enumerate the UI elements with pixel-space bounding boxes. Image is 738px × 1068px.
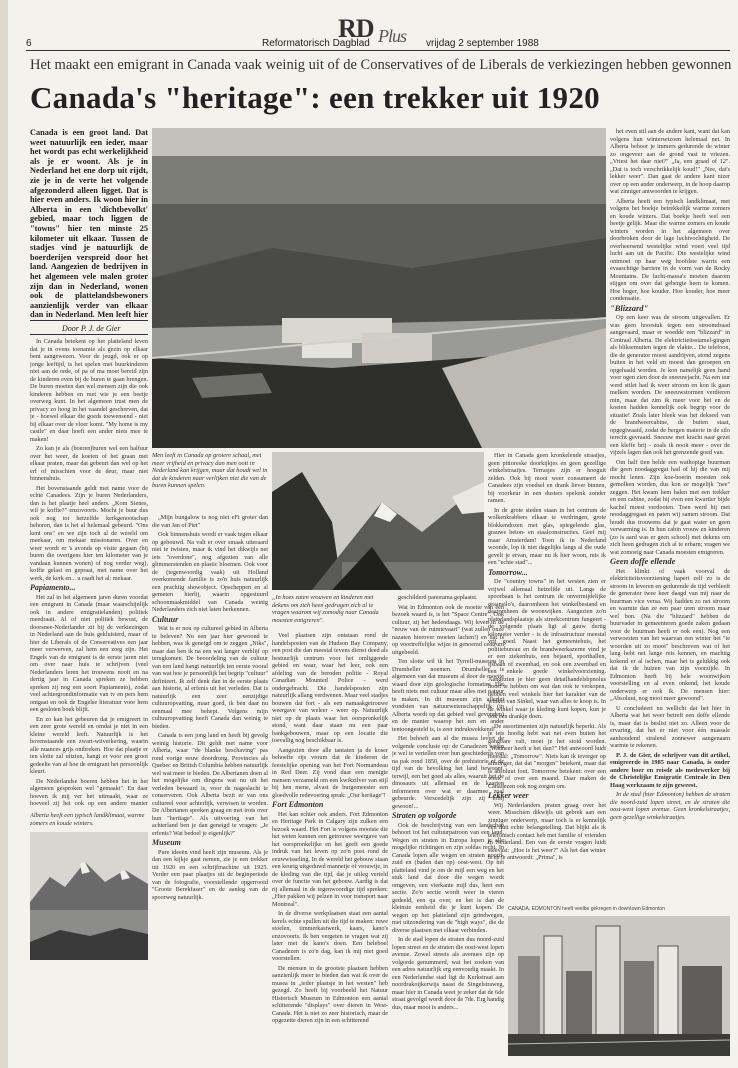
caption-aerial: Men leeft in Canada op grotere schaal, met meer vrijheid en privacy dan men ooit in Nederland kan krijgen, maar dat houdt wel in dat de kinderen naar verlijken niet die van de buren kunnen spelen. [152, 452, 268, 489]
subheading: Papiamento... [30, 583, 76, 592]
caption-lake: Alberta heeft een typisch landklimaat, warme zomers en koude winters. [30, 812, 145, 827]
paper-name: Reformatorisch Dagblad [262, 38, 370, 49]
caption-mountains: „In hoes zaten vrouwen en kinderen met dekens om zich heen gedragen zich al te vragen waarom wij zomodig naar Canada moesten emigreren". [272, 594, 379, 624]
logo-plus: Plus [378, 26, 407, 46]
paragraph: Wij Nederlanders praten graag over het weer. Misschien dikwijls uit gebrek aan een zinniger onderwerp, maar toch is er kennelijk een duit echte belangstelling. Dat blijkt als ik telefonisch contact heb met familie of vrienden in Nederland. Een van de eerste vragen luidt steevast: „Hoe is het weer?" Als het dan winter is en je antwoordt: „Prima", is [488, 801, 606, 861]
paragraph: En zo kan het gebeuren dat je emigreert in een zeer grote wereld en omdat je niet in een kleine wereld leeft. Natuurlijk is het bovenstaande een zwart-witverkering, waarin alle nuances grijs ontbreken. Hoe dat plaatje er ten slotte zal uitzien, hangt er voor een groot gedeelte van af hoe de emigrant het persoonlijk kleurt. [30, 715, 148, 775]
subheading: Museum [152, 838, 181, 847]
paragraph: Wat in Edmonton ook de moeite van een bezoek waard is, is het "Space Centre". Ook cultuur, zij het hedendaags. Wij leven in de "eeuw van de ruimtevaart" (wat zullen onze nazaten hierover moeten lachen!) en dat is op voortreffelijke wijze in genoemd centrum uitgebeeld. [392, 603, 504, 656]
mountain-photo [272, 452, 484, 590]
photo-credit: CANADA, EDMONTON heeft veelbe gekregen in downtown Edmonton [508, 906, 665, 912]
page-number: 6 [26, 38, 32, 49]
paragraph: Het bovenstaande geldt met name voor de echte Canadees. Zijn je buren Nederlanders, dan is het plaatje heel anders. „Kom Sienes, wil je koffie?" enzovoorts. Mocht je buur dus ook nog tot hetzelfde kerkgenootschap behoren, dan is het al helemaal gebeurd. "Ons kent ons" en we zijn toch al de wereld om meekaar, om mekaar missionaren. Over en weer wordt er 's avonds op visite gegaan (bij buren die overigens hier ten kilometer van je vandaan kunnen wonen) of nog verder weg), koffie gelast en gepraat, met name over het werk, de kerk en... u raadt het al: mekaar. [30, 484, 148, 582]
column-5 [488, 452, 606, 912]
paragraph: Zo kan je als (boeren)buren wel een halfuur over het weer, de koeien of het graan met elkaar praten, maar dat gebeurt dan wel op het erf of misschien voor de deur, maar niet binnenshuis. [30, 445, 148, 482]
masthead-rule [26, 50, 730, 51]
paragraph: Op een keer was de stroom uitgevallen. Er was geen hoorstuk tegen een stroomdraad aangevaard, maar er woedde een "blizzard" in Centraal Alberta. De elektriciteitsstamel-gingen als bliksemuiten tegen de vlakte... De telefoon, die de generator moest aandrijven, stond zegens buiten in het veld en moest dan geroepen en opgehaald worden. Je kon namelijk geen hand voor ogen zien door de sneeuwjacht. Na een uur werd stilet had ik weer stroom en kon ik gaan melken worden. De sneeuwstormen verdieren min, maar dat zim ik meer voor het en de koeien hadden kennelijk ook begrip voor de situatie! Zoals later bleek was het dekseel van de brandweercabine, de buiten staat, opgegiwaaid, zodat de bergen materie in de silo terecht gevraaid. Sneeuw met kracht naar gezet een kleffe brij - zoals ik nooit meer - over de vijzels lagen dan ook het grenzende goed van. [610, 314, 730, 456]
paragraph: U concludeert nu wellicht dat het hier in Alberta wat het weer betreft een doffe ellende is, maar dat is beslist niet zo. Alleen voor de ervaring, dat het er niet voor één massale aanhoudend stralend zonnewer aangenaam warmte te rekenen. [610, 704, 730, 749]
city-photo-svg [508, 916, 730, 1056]
paragraph: Ook de beschrijving van een landschap behoort tot het cultuurpatroon van een land. Wegen en straten in Europa lopen je alle mogelijke richtingen en zijn soldas recht. In Canada lopen alle wegen en straten noord-zuid en (baden dan op) oost-west. Op het platteland vind je om de mijl een weg en het stuk land dat door die wegen wordt omgeven, een vierkante mijl dus, heet een sectie. Zo'n sectie wordt weer in vieren gedeeld, een qa over, en het is dan de kleinste eenheid die je kunt kopen. De wegen op het platteland zijn grindwegen, met uitzondering van de "high ways", die de diverse plaatsen met elkaar verbinden. [392, 821, 504, 934]
paragraph: Hier in Canada geen kronkelende straatjes, geen pittoreske doorkijkjes en geen gezellige winkelstraatjes. Terrasjes zijn er hooguit zelden. Ook bij mooi weer consumeert de Canadees zijn voedsel en drank liever binnen, bij voorkeur in een dusters spelonk zonder ramen. [488, 452, 606, 504]
paragraph: Het klinkt of vaak voorval de elektriciteitsvoorziening hapert zelf zo is de stroom in leveren en gedurende de tijd verbleeft de generator twee keer daagd van mij naar de buurman vice versa. Wij hadden zo net stroom en warmte dan ze een paar uren stroom maar wel bon. (Na die "blizzard" hebben de buurvader in gemeenteren goede zaken gedaan voor de buurman heeft er ook een). Nog een verwoesten van het waarvan een winter het "te woorden uit zo mooi" beschreven wat of het lang hebt net lange reis kennen, en machtig kokend er al ischen, maar het is gelukkig ook dat ik de huizen van zijn voorzijde. In Edmonton heeft bij hele woonwijken voorstelling en al even onkend, het koude onderwerp er ook ik. De mensen hier: „Absoluut, nog mooi meer gewoond". [610, 567, 730, 702]
paragraph: Alberta heeft een typisch landklimaat, met volgens het boekje betrekkelijk warme zomers en koude winters. Dat boekje heeft wel een beetje gelijk. Maar die warme zomers en koude winters worden in het algemeen over doorbroken door de lage luchtvochtigheid. De overheersend westelijke wind voert veel tijd lucht aan uit de Pacific. Die westelijke wind ontmoet op haar weg hoofdste warrts een evaaschtige barriere in de vorm van de Rocky Mountains. De lucht-massa's moeten daarom stijgen om over dat gebergte heen te komen. Hoe hoger, hoe kouder. Hoe kouder, hoe meer condensatie. [610, 197, 730, 302]
paragraph: De Nederlandse boeren hebben het in het algemeen gesproken wel "gemaakt". En daar hoeven ik mij ver het uitmaakt, waar ze hoeveel zij het ook op een andere manier [30, 777, 148, 807]
paragraph: Veel plaatsen zijn ontstaan rond de handelsposten van de Hudson Bay Company, een post die dan meestal tevens dienst deed als bestuurlijk centrum voor het omliggende gebied en waar, waar het leer, ook een afdeling van de beroden politie - Royal Canadian Mounted Police - werd ondergebracht. Die handelsposten zijn natuurlijk allang verdwenen. Maar veel stadjes bouwen dat fort - als een namaakgetrouwe weergave van weleer - weer op. Natuurlijk niet op de plaats waar het oorspronkelijk stond, want daar staan nu een paar bankgebouwen, maar op een locatie die toevallig nog beschikbaar is. [272, 632, 388, 744]
paragraph: Wat is er nou op cultureel gebied in Alberta te beleven? Nu een jaar hier gewoond te hebben, was ik geneigd om te zeggen „Niks", maar dan ben ik na een wat langer verblijf op terugkomen. De beoordeling van de cultuur van een land hangt natuurlijk ten eerste vooral van wat hoe je persoonlijk het begrip "cultuur" definieert. Ik zelf denk dan in de eerste plaats aan historie, al erfenis uit het verleden. Dat is natuurlijk een zeer eenzijdige cultuuropvatting, maar goed, ik ben daar nu eenmaal mee behept. Volgens mijn cultuuropvatting heeft Canada dan weinig te bieden. [152, 625, 268, 730]
page-edge [0, 0, 8, 1068]
column-1 [30, 338, 148, 808]
article-intro: Canada is een groot land. Dat weet natuurlijk een ieder, maar het wordt pas echt werkelijkheid als je er woont. Als je in Nederland het ene dorp uit rijdt, zie je in de verte het volgende afgezonderd alleen ligget. Dat is hier even anders. Ik woon hier in Alberta in een 'dichtbevolkt' gebied, maar toch liggen de "towns" hier ten minste 25 kilometer uit elkaar. Tussen de stadjes vind je natuurlijk de boerderijen verspreid door het land. Aangezien de bedrijven in het algemeen vele malen groter zijn dan in Nederland, wonen ook de plattelandsbewoners aanzienlijk verder van elkaar dan in Nederland. Men leeft hier [30, 128, 148, 320]
byline-rule-bottom [30, 334, 148, 335]
aerial-photo [152, 128, 606, 448]
lake-photo [30, 832, 148, 960]
paragraph: Aangezien door alle tantaten ja de koser behoefte rijs vroum dat de kinderen de feestelijke opening van het Fort Normandeau in Red Deer. Zij vond daar een menigte mensen verzameld om een kwikzilver van stijl bij hen mene, alvast de burgemeester een gloedvolle redevoering sprak: „Our heritage"! [272, 746, 388, 799]
subheading: Straten op volgorde [392, 811, 457, 820]
paragraph: Het kan echter ook anders. Fort Edmonton en Heritage Park in Calgary zijn zulken een bezoek waard. Het Fort is volgens mooiste die het weten kunnen een getrouwe weergave van het oorspronkelijke en het geeft een goede indruk van het leven op zo'n post rond de eeuwwisseling. In de wereld het gebouw staan een keurig uitgeduwd mannetje of vrouwtje, in de kleding van die tijd, dat je uitleg verteld over de functie van het gebouw. Aardig is dat rij allemaal in de tegenwoordige tijd spreken: „Hier pakken wij pelzen in voor transport naar Montreal". [272, 810, 388, 908]
lake-photo-svg [30, 832, 148, 960]
subheading: Tomorrow... [488, 567, 528, 577]
paragraph: Om half tien belde een wathopige buurman die geen noodaggregat had of hij die van mij mocht lenen. Zijn koe-boerin moesten ook gemolken worden, dus kon ze mogelijk "nee" zeggen. Het kwam hem halen met een trekker en een cabine, zodat hij even een kwartier bijde kachel moest verdooien. Toen werd hij met noodaggregaat en paten wij samen stroom. Dat houdt dus trouwens dat je gaat water en geen verwarming is. In hun cabin vrouw en kinderen (zo is aard was er geen school) met dekens om zich heen gedragen zich al te erbarn; vragen we wat zomoeig naar Canada moesten emigreren. [610, 458, 730, 556]
logo-text: RD [338, 14, 374, 43]
paragraph: In de stad lopen de straten dus noord-zuid lopen street en de straten die oost-west lopen avenue. Zowel streets als avenues zijn op volgorde genummerd, wat het zoeken van een adres natuurlijk erg eenvoudig maakt. In een Nederlandse stad ligt de Kerkstraat aan noordrakoijkerwijs naast de Singelstraweg, maar hier in Canada weet je zeker dat de 6de straat gevolgd wordt door de 7de. Erg handig dus, maar mooi is anders... [392, 936, 504, 1011]
column-6 [610, 128, 730, 868]
issue-date: vrijdag 2 september 1988 [426, 38, 539, 49]
paragraph: De mensen in de grootste plaatsen hebben aanzienlijk meer te bieden dan wat ik over de musea in „ieder plaatsje in het westen" heb gezegd. Zo heeft bij voorbeeld het Natuur Historisch Museum in Edmonton een aantal schitterende "displays" over dieren in West-Canada. Het is niet zo zeer historisch, maar de opgezette dieren zijn in een schitterend [272, 964, 388, 1024]
paragraph: geschilderd panorama geplaatst. [398, 594, 478, 601]
paragraph: Canada is een jong land en heeft bij gevolg weinig historie. Dit geldt met name voor Alberta, waar "de blanke beschaving" pas rond vorige eeuw doordrong. Provincies als Quebec en British Columbia hebben natuurlijk wel wat meer te bieden. De Albertanen doen al het mogelijke om dingens wat nu uit het verleden bewaard is, voor de nageslacht te conserveren. Ook Alberta bezit er van ons cultureel voor achterlijk, verwisen te worden. De Albertanen spreken graag en met trots over hun "heritage". Als uitvoering van het achterland ben je dan geneigd te vragen: „Je erfenis? Wat bedoel je eigenlijk?" [152, 732, 268, 837]
aerial-photo-svg [152, 128, 606, 448]
article-headline: Canada's "heritage": een trekker uit 1920 [30, 80, 600, 115]
article-kicker: Het maakt een emigrant in Canada vaak weinig uit of de Conservatives of de Liberals de verkiezingen hebben gewonnen [30, 57, 732, 73]
subheading: Fort Edmonton [272, 800, 324, 809]
city-photo [508, 916, 730, 1056]
paragraph: Ten slotte wil ik het Tyrrell-museum in Drumheller noemen. Drumheller is algemeen van dat museum al door de moeite waard door zijn geologische formaties. Dat heeft niets met cultuur maar alles met natuur te maken. In dit museum zijn allerlei vondsten van natuurwetenschappelijk (in Alberta wordt op dat gebied veel gevonden) en de manier waarop het een en ander tentoongesteld is, is zeer indrukwekkend! [392, 658, 504, 733]
byline: Door P. J. de Gier [62, 324, 121, 333]
paragraph: Het behoeft aan al die musea levert de volgende conclusie op: de Canadezen weten je wel te vertellen over hun geschiedenis van na pak rond 1850, over de prehistorie of de tijd van de bevolking het land bewoont, terwijl, een het goed als alles, waaruit het de dinosaurs uit allemaal en de kaarten informeren over wat er daarmee zoal gebeurde. Verscedelijk zijn zij erbij gewoon!... [392, 735, 504, 810]
subheading: Geen doffe ellende [610, 556, 676, 566]
paragraph: Ook binnenshuis wordt er vaak tegen elkaar op gebouwd. Na valt er over smaak uiteraard niet te twisten, maar ik vind het dikwijls net iets "overdone", nog afgezien van alle glimmerstenden en plastic bloemen. Ook voor de (tegenwoordig vaak) uit Holland overkomende familie is zo'n huis natuurlijk een prachtig showobject. Opscheppen en al gemeten hierlij, waarin opgestuurd schoonmaakmiddel van Canada weinig Nederlanders zich niet laten herkennen. [152, 531, 268, 613]
author-box: P. J. de Gier, de schrijver van dit artikel, emigreerde in 1985 naar Canada, is onder andere boer en reisde als medewerker bij de Christelijke Emigratie Centrale in Den Haag werkzaam te zijn geweest. [610, 751, 730, 789]
subheading: Lekker weer [488, 791, 529, 800]
paragraph: Pure ideeën vind heeft zijn museum. Als je dan een kijkje gaat nemen, zie je een trekker uit 1920 en een schrijfmachine uit 1925. Verder een paar plaatjes uit de beginperiode van de fotografie, voorstellende opgerrooid "Groote Berekfaser" en de aanleg van de spoorweg natuurlijk. [152, 848, 268, 901]
subheading: Cultuur [152, 614, 179, 624]
paragraph: In Canada betekent op het platteland leven dat je in ovens toenamie als gezin op elkaar bent aangewezen. Voor de jeugd, ook er op jonge leeftijd, is het spelen met buurkinderen niet aan de orde, of pa of ma moet bereid zijn de kinderen even bij de buren te gaan brengen. De buren moeten dan wel mensen zijn die ook kinderen hebben en met wie je een beetje overweg kunt. In het algemeen trust men de privacy zo hoog in het vaandel geschreven, dat je - hoewel elkaar die goeds toewensend - niet bij elkaar over de vloer komt. "My home is my castle" en daar hoeft een ander niets mee te maken! [30, 338, 148, 443]
paragraph: In de grote steden staan in het centrum de wolkenkrabbers elkaar te verdringen, grote blokkendozen met glas, spiegelende glas, grauwe beton- en staalconstructies. Geef mij maar Amsterdam! Toen ik in Nederland woonde, lop ik niet dagelijks langs al die oude gevelt je ervan, maar nu ik hier woon, mis ik een "echte stad"... [488, 506, 606, 566]
byline-rule [30, 320, 148, 321]
paragraph: het even stil aan de andere kant, want dat kan volgens hun winterseizoen helemaal net. In Alberta behoor je immers gedurende de winter zo ongeveer aan de grond vast te vriezen. „Vriest het daar niet?" „Ja, een graad of 12". „Dat is toch verschrikkelijk koud!" „Nee, dat's lekker weer". Dan gaat de andere kant nizer over op een ander onderwerp, in de hoop daarop wat zinniger antwoorden te krijgen. [610, 128, 730, 195]
paragraph: „Mijn bungalow is nog niet eFt groter dan die van Jan of Piet" [152, 514, 268, 529]
paragraph: De assortimenten zijn natuurlijk beperkt. Als je iets hoofig hebt wat net even buiten het gangbare valt, moet je het stoid worden. „Wanneer heeft u het dan?" Het antwoord luidt meestal: „Tomorrow". Niets kan ik tevreger op afmonger, dat dat "morgen" betekent, maar dat is absoluut fout. Tomorrow betekent: over een week of over een maand. Daar maken de Canadezen ook nog zorgen om. [488, 722, 606, 790]
paragraph: In de diverse werkplaatsen staat een aantal kerels echte spullen uit die tijd te maken: ruwe stoelen, timmerkastwerk, kaars, kano's enzovoorts. Ik ben vergeten te vragen wat zij later met de kano's doen. Een heleboel Canadezen is zo'n dag, kan ik mij niet goed voorstellen. [272, 910, 388, 962]
mountain-photo-svg [272, 452, 484, 590]
caption-city: In de stad (hier Edmonton) hebben de straten die noord-zuid lopen street, en de straten die oost-west lopen avenue. Geen kronkelstraatjes, geen gezellige winkelstraatjes. [610, 791, 730, 821]
column-3 [272, 632, 388, 1050]
column-2 [152, 514, 268, 944]
subheading: "Blizzard" [610, 302, 649, 313]
paragraph: De "country towns" in het westen zien er vrijwel allemaal hetzelfde uit. Langs de spoorbaan is het centrum de onvermijdelijke graansilo's, daaromheen het winkelbestand en daaromheen de woonwijken. Aangezien zo'n plattelandsplaatsje als streekcentrum fungeert - de volgende plaats ligt al gauw dertig kilometer verder - is de infrastructuur meestal vrij goed. Naast het gemeentehuis, het politiebureau en de brandweerkazerne vind je er een ziekenhuis, een bejaard, sporthallen, ijsbaan of zwembad, en ook een zwembad en een enkele goede winkelvoorziening. Aangezien je hier geen detailhandelsbpnolus hoort te hebben om wat dan ook te verkopen, hebben veel winkels hier het karakter van de winkel van Sinkel, waar van alles te koop is. In de winkel waar je kleding kunt kopen, kun je ook een drankje doen. [488, 578, 606, 720]
paragraph: Het zal in het algemeen jaren duren voordat een emigrant in Canada (maar waarschijnlijk ook in andere emigratielanden) politiek meedraait. Al of niet politiek bewust, de doorsnee-Nederlander zit bij de verkiezingen in Nederland aan de buis gekluisterd, maar of hier de Liberals of de Conservatives een jaar meer verwerven, zal hem een zorg zijn. Het Engels van de emigrant is de eerste jaren niet om over naar huis te schrijven (veel Nederlanders leren het trouwens nooit en na dertig jaar in Canada spreken ze hebben spreken zij nog een soort Papiamento), zodat veel achtergrondinformatie van tv en pers hem ontgaat en ook de Engelse literatuur voor hem een gesloten boek blijft. [30, 593, 148, 713]
